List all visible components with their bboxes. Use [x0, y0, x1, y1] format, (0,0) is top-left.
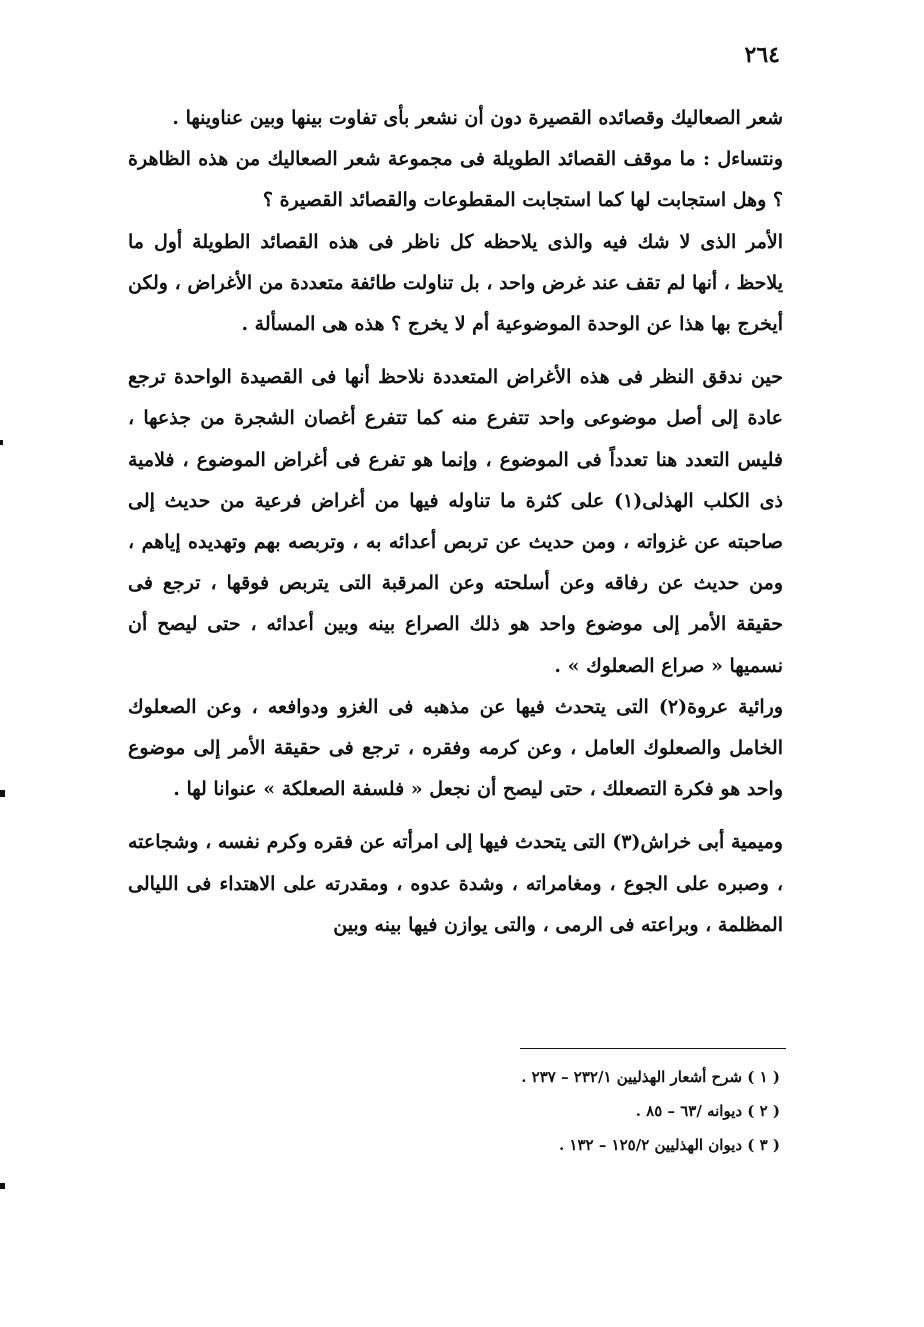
page-number: ٢٦٤: [744, 42, 780, 68]
paragraph-3: الأمر الذى لا شك فيه والذى يلاحظه كل ناظر فى هذه القصائد الطويلة أول ما يلاحظ ، أنها لم تقف عند غرض واحد ، بل تناولت طائفة متعددة من الأغراض ، ولكن أيخرج بها هذا عن الوحدة الموضوعية أم لا يخرج ؟ هذه هى المسألة .: [128, 230, 783, 336]
footnote-1: ( ١ ) شرح أشعار الهذليين ٢٣٢/١ – ٢٣٧ .: [521, 1068, 780, 1086]
paragraph-1: شعر الصعاليك وقصائده القصيرة دون أن نشعر بأى تفاوت بينها وبين عناوينها .: [172, 107, 783, 129]
footnote-2: ( ٢ ) ديوانه /٦٣ – ٨٥ .: [635, 1102, 780, 1120]
paragraph-2: ونتساءل : ما موقف القصائد الطويلة فى مجموعة شعر الصعاليك من هذه الظاهرة ؟ وهل استجابت لها كما استجابت المقطوعات والقصائد القصيرة ؟: [128, 148, 783, 212]
footnote-3: ( ٣ ) ديوان الهذليين ١٢٥/٢ – ١٣٢ .: [558, 1136, 780, 1154]
body-text: [128, 98, 783, 946]
paragraph-4: حين ندقق النظر فى هذه الأغراض المتعددة نلاحظ أنها فى القصيدة الواحدة ترجع عادة إلى أصل موضوعى واحد تتفرع منه كما تتفرع أغصان الشجرة من جذعها ، فليس التعدد هنا تعدداً فى الموضوع ، وإنما هو تفرع فى أغراض الموضوع ، فلامية ذى الكلب الهذلى(١) على كثرة ما تناوله فيها من أغراض فرعية من حديث إلى صاحبته عن غزواته ، ومن حديث عن تربص أعدائه به ، وتربصه بهم وتهديده إياهم ، ومن حديث عن رفاقه وعن أسلحته وعن المرقبة التى يتربص فوقها ، ترجع فى حقيقة الأمر إلى موضوع واحد هو ذلك الصراع بينه وبين أعدائه ، حتى ليصح أن نسميها « صراع الصعلوك » .: [128, 366, 784, 677]
footnotes: [380, 1060, 780, 1162]
footnote-divider: [520, 1048, 786, 1049]
scan-mark: [0, 1183, 5, 1189]
paragraph-5: ورائية عروة(٢) التى يتحدث فيها عن مذهبه فى الغزو ودوافعه ، وعن الصعلوك الخامل والصعلوك العامل ، وعن كرمه وفقره ، ترجع فى حقيقة الأمر إلى موضوع واحد هو فكرة التصعلك ، حتى ليصح أن نجعل « فلسفة الصعلكة » عنوانا لها .: [128, 695, 783, 801]
scan-mark: [0, 440, 3, 445]
scan-mark: [0, 790, 5, 797]
paragraph-6: وميمية أبى خراش(٣) التى يتحدث فيها إلى امرأته عن فقره وكرم نفسه ، وشجاعته ، وصبره على الجوع ، ومغامراته ، وشدة عدوه ، ومقدرته على الاهتداء فى الليالى المظلمة ، وبراعته فى الرمى ، والتى يوازن فيها بينه وبين: [128, 831, 783, 936]
